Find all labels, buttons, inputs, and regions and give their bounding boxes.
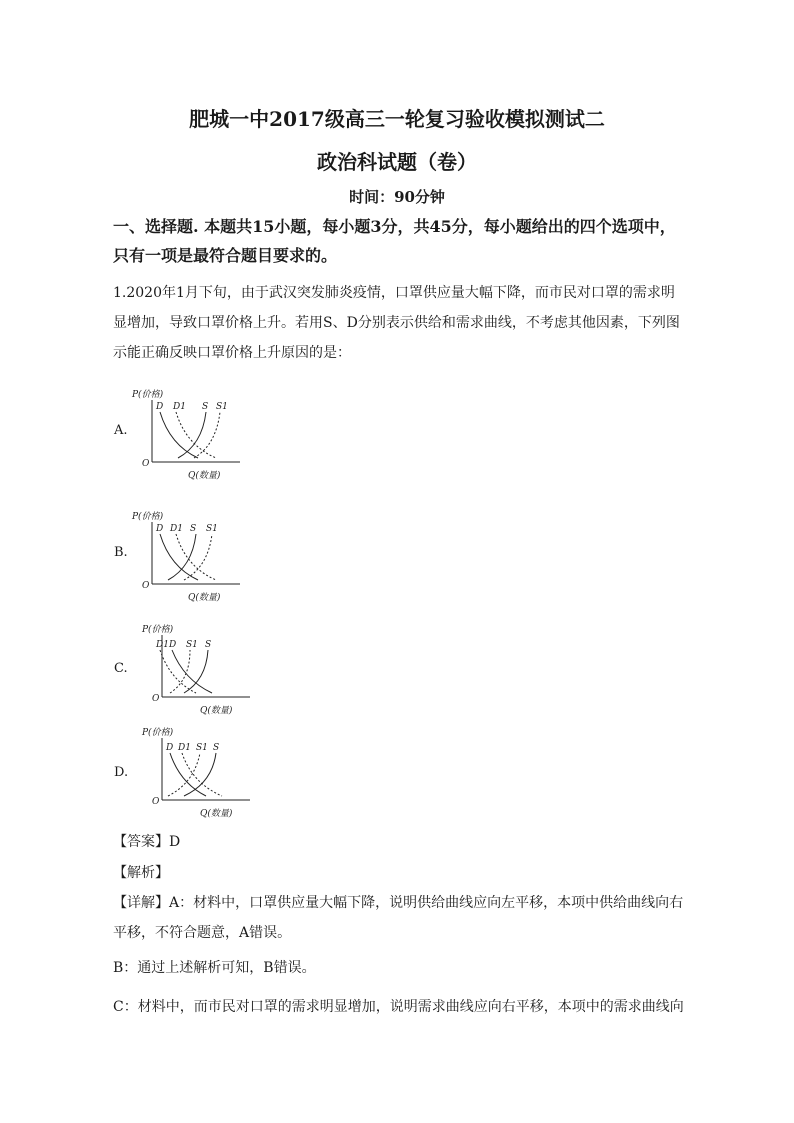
option-d-label: D. [114, 765, 129, 780]
answer-tag: 【答案】 [113, 834, 169, 850]
x-axis-label: Q(数量) [188, 471, 221, 481]
curve-label-d: D [169, 640, 177, 650]
curve-d1 [176, 534, 216, 580]
option-b-graph [132, 512, 250, 603]
exam-time: 时间：90分钟 [349, 188, 445, 206]
curve-s [168, 534, 196, 580]
exam-title: 肥城一中2017级高三一轮复习验收模拟测试二 [189, 107, 605, 131]
section-heading-line1: 一、选择题. 本题共15小题，每小题3分，共45分，每小题给出的四个选项中， [113, 217, 676, 236]
y-axis-label: P(价格) [132, 390, 164, 400]
x-axis-label: Q(数量) [200, 706, 233, 716]
curve-d1 [160, 650, 196, 693]
curve-s [178, 412, 206, 458]
curve-label-d1: D1 [178, 743, 191, 753]
answer-line [113, 831, 180, 851]
curve-s1 [170, 650, 190, 693]
option-a-label: A. [114, 423, 128, 438]
curve-label-d1: D1 [170, 524, 183, 534]
analysis-a-line2: 平移，不符合题意，A错误。 [113, 925, 292, 941]
curve-s [184, 753, 216, 796]
question-1-line3: 示能正确反映口罩价格上升原因的是： [113, 345, 351, 361]
option-a-graph [132, 390, 250, 481]
curve-label-d: D [156, 402, 164, 412]
detail-tag: 【详解】 [113, 895, 169, 911]
option-c-label: C. [114, 661, 128, 676]
curve-label-d: D [166, 743, 174, 753]
curve-d [160, 412, 198, 458]
analysis-a-text1: A：材料中，口罩供应量大幅下降，说明供给曲线应向左平移，本项中供给曲线向右 [169, 895, 684, 911]
curve-d1 [182, 753, 222, 796]
question-1-line2: 显增加，导致口罩价格上升。若用S、D分别表示供给和需求曲线，不考虑其他因素，下列图 [113, 315, 680, 331]
curve-label-d1: D1 [173, 402, 186, 412]
curve-s1 [184, 534, 212, 580]
option-c-graph [142, 625, 260, 716]
curve-label-s1: S1 [196, 743, 208, 753]
analysis-b: B：通过上述解析可知，B错误。 [113, 960, 316, 976]
x-axis-label: Q(数量) [200, 809, 233, 819]
curve-label-s: S [190, 524, 197, 534]
curve-label-s1: S1 [186, 640, 198, 650]
y-axis-label: P(价格) [142, 728, 174, 738]
curve-label-s: S [205, 640, 212, 650]
curve-label-d: D [156, 524, 164, 534]
origin-label: O [152, 797, 160, 807]
curve-label-s: S [202, 402, 209, 412]
curve-d [160, 534, 198, 580]
analysis-c: C：材料中，而市民对口罩的需求明显增加，说明需求曲线应向右平移，本项中的需求曲线向 [113, 999, 684, 1015]
curve-label-s1: S1 [216, 402, 228, 412]
answer-value: D [169, 834, 181, 850]
origin-label: O [152, 694, 160, 704]
analysis-a-line1 [113, 888, 688, 918]
question-1-line1: 1.2020年1月下旬，由于武汉突发肺炎疫情，口罩供应量大幅下降，而市民对口罩的需求明 [113, 285, 675, 301]
x-axis-label: Q(数量) [188, 593, 221, 603]
section-heading [113, 212, 693, 270]
question-1 [113, 278, 688, 368]
curve-s [184, 650, 208, 693]
exam-subtitle: 政治科试题（卷） [317, 150, 477, 174]
curve-label-d1: D1 [156, 640, 169, 650]
analysis-tag: 【解析】 [113, 865, 169, 881]
analysis-a [113, 888, 688, 948]
option-d-graph [142, 728, 260, 819]
origin-label: O [142, 581, 150, 591]
option-b-label: B. [114, 545, 128, 560]
y-axis-label: P(价格) [142, 625, 174, 635]
section-heading-line2: 只有一项是最符合题目要求的。 [113, 246, 338, 265]
curve-label-s: S [213, 743, 220, 753]
y-axis-label: P(价格) [132, 512, 164, 522]
curve-s1 [194, 412, 220, 458]
curve-label-s1: S1 [206, 524, 218, 534]
curve-d1 [176, 412, 216, 458]
origin-label: O [142, 459, 150, 469]
curve-d [170, 753, 206, 796]
